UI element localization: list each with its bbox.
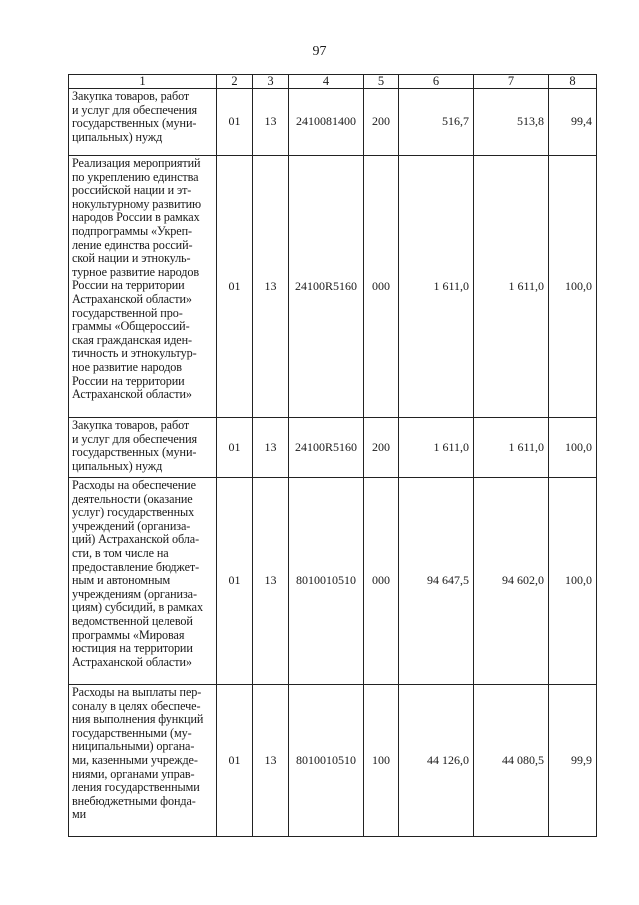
execution-percent: 100,0	[549, 418, 597, 478]
table-header-row	[69, 75, 597, 89]
column-header: 6	[399, 75, 474, 89]
row-description	[69, 685, 217, 837]
description-line: государственных (муни-	[72, 445, 197, 460]
description-line: ниями, органами управ-	[72, 766, 195, 781]
execution-percent: 99,4	[549, 89, 597, 156]
description-line: ципальных) нужд	[72, 458, 163, 473]
description-line: внебюджетными фонда-	[72, 793, 196, 808]
planned-amount: 516,7	[399, 89, 474, 156]
description-line: ской нации и этнокуль-	[72, 251, 191, 266]
description-line: ций) Астраханской обла-	[72, 532, 200, 547]
description-line: соналу в целях обеспече-	[72, 698, 201, 713]
description-line: Расходы на обеспечение	[72, 478, 196, 492]
description-line: Расходы на выплаты пер-	[72, 685, 202, 699]
expense-type-code: 200	[364, 89, 399, 156]
description-line: подпрограммы «Укреп-	[72, 223, 192, 238]
table-row	[69, 478, 597, 685]
expense-type-code: 000	[364, 478, 399, 685]
planned-amount: 44 126,0	[399, 685, 474, 837]
row-description	[69, 478, 217, 685]
description-line: граммы «Общероссий-	[72, 319, 190, 334]
description-line: государственными (му-	[72, 725, 192, 740]
description-line: предоставление бюджет-	[72, 559, 200, 574]
column-header: 7	[474, 75, 549, 89]
planned-amount: 94 647,5	[399, 478, 474, 685]
actual-amount: 1 611,0	[474, 418, 549, 478]
column-header: 2	[217, 75, 253, 89]
description-line: ведомственной целевой	[72, 613, 193, 628]
target-article-code: 24100R5160	[289, 418, 364, 478]
execution-percent: 99,9	[549, 685, 597, 837]
description-line: Астраханской области»	[72, 387, 192, 402]
description-line: ния выполнения функций	[72, 712, 204, 727]
planned-amount: 1 611,0	[399, 156, 474, 418]
description-line: России на территории	[72, 373, 185, 388]
description-line: юстиция на территории	[72, 641, 193, 656]
subsection-code: 13	[253, 418, 289, 478]
column-header: 1	[69, 75, 217, 89]
target-article-code: 8010010510	[289, 685, 364, 837]
column-header: 5	[364, 75, 399, 89]
description-line: России на территории	[72, 278, 185, 293]
expense-type-code: 000	[364, 156, 399, 418]
description-line: государственной про-	[72, 305, 183, 320]
description-line: государственных (муни-	[72, 116, 197, 131]
description-line: ми, казенными учрежде-	[72, 752, 198, 767]
section-code: 01	[217, 418, 253, 478]
description-line: ление единства россий-	[72, 237, 193, 252]
section-code: 01	[217, 156, 253, 418]
description-line: ное развитие народов	[72, 359, 182, 374]
description-line: ципальных) нужд	[72, 129, 163, 144]
row-description	[69, 418, 217, 478]
description-line: ления государственными	[72, 780, 200, 795]
description-line: турное развитие народов	[72, 264, 199, 279]
description-line: учреждений (организа-	[72, 518, 191, 533]
actual-amount: 44 080,5	[474, 685, 549, 837]
actual-amount: 1 611,0	[474, 156, 549, 418]
subsection-code: 13	[253, 156, 289, 418]
description-line: учреждениям (организа-	[72, 586, 197, 601]
table-row	[69, 685, 597, 837]
description-line: по укреплению единства	[72, 169, 199, 184]
description-line: ниципальными) органа-	[72, 739, 195, 754]
description-line: ным и автономным	[72, 573, 171, 588]
description-line: услуг) государственных	[72, 505, 195, 520]
planned-amount: 1 611,0	[399, 418, 474, 478]
description-line: и услуг для обеспечения	[72, 431, 198, 446]
column-header: 8	[549, 75, 597, 89]
budget-table	[68, 74, 597, 837]
table-row	[69, 418, 597, 478]
section-code: 01	[217, 89, 253, 156]
description-line: Закупка товаров, работ	[72, 418, 190, 432]
section-code: 01	[217, 685, 253, 837]
row-description	[69, 89, 217, 156]
description-line: нокультурному развитию	[72, 196, 202, 211]
target-article-code: 24100R5160	[289, 156, 364, 418]
description-line: программы «Мировая	[72, 627, 185, 642]
description-line: тичность и этнокультур-	[72, 346, 197, 361]
page-number: 97	[312, 44, 327, 59]
description-line: сти, в том числе на	[72, 545, 169, 560]
description-line: ская гражданская иден-	[72, 332, 192, 347]
description-line: российской нации и эт-	[72, 183, 192, 198]
description-line: циям) субсидий, в рамках	[72, 600, 203, 615]
description-line: народов России в рамках	[72, 210, 200, 225]
description-line: деятельности (оказание	[72, 491, 193, 506]
description-line: и услуг для обеспечения	[72, 102, 198, 117]
column-header: 3	[253, 75, 289, 89]
column-header: 4	[289, 75, 364, 89]
description-line: Астраханской области»	[72, 291, 192, 306]
table-row	[69, 156, 597, 418]
description-line: Реализация мероприятий	[72, 156, 201, 170]
target-article-code: 2410081400	[289, 89, 364, 156]
expense-type-code: 200	[364, 418, 399, 478]
description-line: Закупка товаров, работ	[72, 89, 190, 103]
actual-amount: 513,8	[474, 89, 549, 156]
subsection-code: 13	[253, 685, 289, 837]
section-code: 01	[217, 478, 253, 685]
subsection-code: 13	[253, 89, 289, 156]
execution-percent: 100,0	[549, 478, 597, 685]
row-description	[69, 156, 217, 418]
description-line: ми	[72, 807, 87, 822]
actual-amount: 94 602,0	[474, 478, 549, 685]
subsection-code: 13	[253, 478, 289, 685]
target-article-code: 8010010510	[289, 478, 364, 685]
description-line: Астраханской области»	[72, 654, 192, 669]
expense-type-code: 100	[364, 685, 399, 837]
table-row	[69, 89, 597, 156]
execution-percent: 100,0	[549, 156, 597, 418]
